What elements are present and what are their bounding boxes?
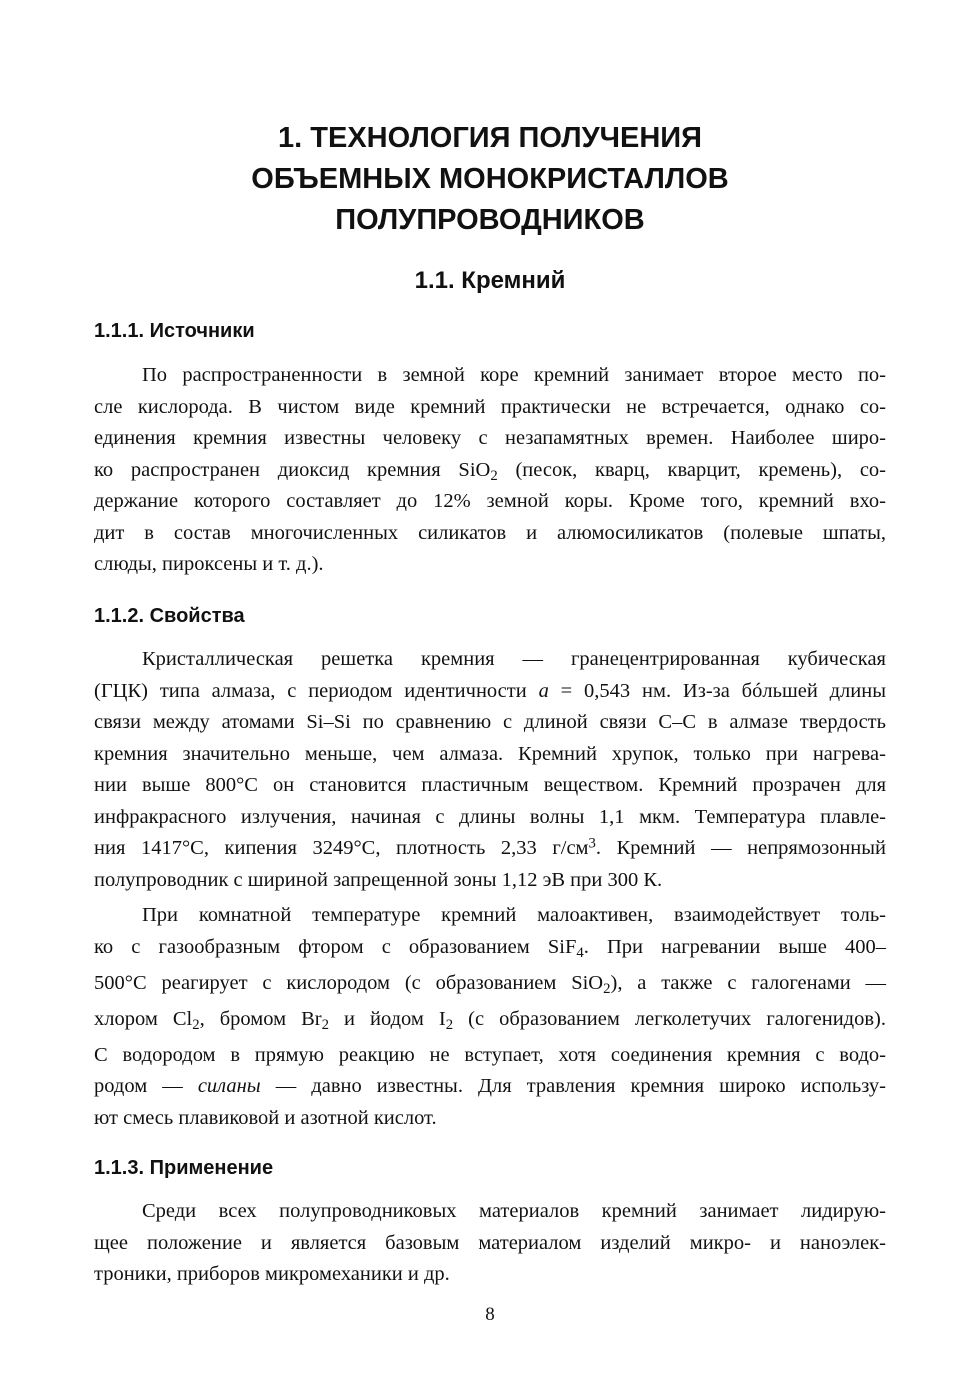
text-line: щее положение и является базовым материалом изделий микро- и наноэлек- xyxy=(94,1231,886,1254)
text-fragment: ния 1417°С, кипения 3249°С, плотность 2,33 г/см xyxy=(94,837,589,859)
text-line xyxy=(94,455,886,487)
text-fragment: — давно известны. Для травления кремния широко использу- xyxy=(260,1075,887,1097)
chapter-title xyxy=(94,118,886,241)
text-line: слюды, пироксены и т. д.). xyxy=(94,553,324,575)
text-fragment: родом — xyxy=(94,1075,198,1097)
text-line: Кристаллическая решетка кремния — гранецентрированная кубическая xyxy=(142,648,886,670)
text-line: инфракрасного излучения, начиная с длины волны 1,1 мкм. Температура плавле- xyxy=(94,805,886,828)
text-fragment: хлором Cl xyxy=(94,1007,193,1030)
text-line: По распространенности в земной коре кремний занимает второе место по- xyxy=(142,364,886,386)
lattice-constant-symbol: a xyxy=(538,679,549,702)
text-line: держание которого составляет до 12% земной коры. Кроме того, кремний вхо- xyxy=(94,490,886,512)
properties-paragraph-1 xyxy=(94,644,886,896)
properties-heading: 1.1.2. Свойства xyxy=(94,605,245,627)
chapter-title-line-2: ОБЪЕМНЫХ МОНОКРИСТАЛЛОВ xyxy=(251,163,729,195)
text-line: При комнатной температуре кремний малоактивен, взаимодействует толь- xyxy=(142,904,886,926)
sources-heading: 1.1.1. Источники xyxy=(94,320,255,342)
text-fragment: ), а также с галогенами — xyxy=(610,971,887,994)
subscript: 2 xyxy=(321,1016,329,1033)
subscript: 2 xyxy=(445,1016,454,1033)
text-fragment: (с образованием легколетучих галогенидов). xyxy=(453,1007,886,1030)
text-fragment: (ГЦК) типа алмаза, с периодом идентичности xyxy=(94,679,539,702)
text-fragment: . Кремний — непрямозонный xyxy=(595,837,887,859)
text-fragment: ко с газообразным фтором с образованием SiF xyxy=(94,935,577,958)
page-number: 8 xyxy=(485,1304,495,1325)
text-line xyxy=(94,676,886,708)
text-line: нии выше 800°С он становится пластичным веществом. Кремний прозрачен для xyxy=(94,774,886,796)
text-fragment: = 0,543 нм. Из-за бóльшей длины xyxy=(548,679,887,702)
text-line: ют смесь плавиковой и азотной кислот. xyxy=(94,1106,437,1129)
superscript: 3 xyxy=(588,835,596,852)
text-line xyxy=(94,932,886,968)
text-line: С водородом в прямую реакцию не вступает, хотя соединения кремния с водо- xyxy=(94,1043,886,1066)
text-fragment: , бромом Br xyxy=(199,1007,322,1030)
application-heading: 1.1.3. Применение xyxy=(94,1157,274,1179)
section-title: 1.1. Кремний xyxy=(414,267,566,294)
text-line xyxy=(94,1004,886,1040)
text-line: дит в состав многочисленных силикатов и алюмосиликатов (полевые шпаты, xyxy=(94,521,886,544)
subscript: 2 xyxy=(490,467,498,484)
italic-term: силаны xyxy=(197,1075,261,1097)
properties-paragraph-2 xyxy=(94,900,886,1134)
application-paragraph xyxy=(94,1196,886,1291)
text-fragment: и йодом I xyxy=(328,1007,446,1030)
text-line: кремния значительно меньше, чем алмаза. Кремний хрупок, только при нагрева- xyxy=(94,742,886,765)
text-line xyxy=(94,968,886,1004)
text-fragment: ко распространен диоксид кремния SiO xyxy=(94,458,491,481)
text-line: полупроводник с шириной запрещенной зоны 1,12 эВ при 300 К. xyxy=(94,868,663,891)
chapter-title-line-3: ПОЛУПРОВОДНИКОВ xyxy=(335,204,645,236)
text-line: троники, приборов микромеханики и др. xyxy=(94,1263,450,1285)
subscript: 4 xyxy=(576,944,584,961)
chapter-title-line-1: 1. ТЕХНОЛОГИЯ ПОЛУЧЕНИЯ xyxy=(278,122,702,154)
text-line xyxy=(94,1071,886,1103)
subscript: 2 xyxy=(603,980,611,997)
subscript: 2 xyxy=(192,1016,200,1033)
text-line xyxy=(94,833,886,865)
text-line: сле кислорода. В чистом виде кремний практически не встречается, однако со- xyxy=(94,395,886,418)
text-line: связи между атомами Si–Si по сравнению с длиной связи С–С в алмазе твердость xyxy=(94,711,886,733)
text-fragment: (песок, кварц, кварцит, кремень), со- xyxy=(497,458,887,481)
sources-paragraph xyxy=(94,360,886,581)
text-fragment: 500°С реагирует с кислородом (с образованием SiO xyxy=(94,971,604,994)
text-line: единения кремния известны человеку с незапамятных времен. Наиболее широ- xyxy=(94,427,886,449)
text-line: Среди всех полупроводниковых материалов кремний занимает лидирую- xyxy=(142,1200,886,1222)
text-fragment: . При нагревании выше 400– xyxy=(583,935,886,958)
